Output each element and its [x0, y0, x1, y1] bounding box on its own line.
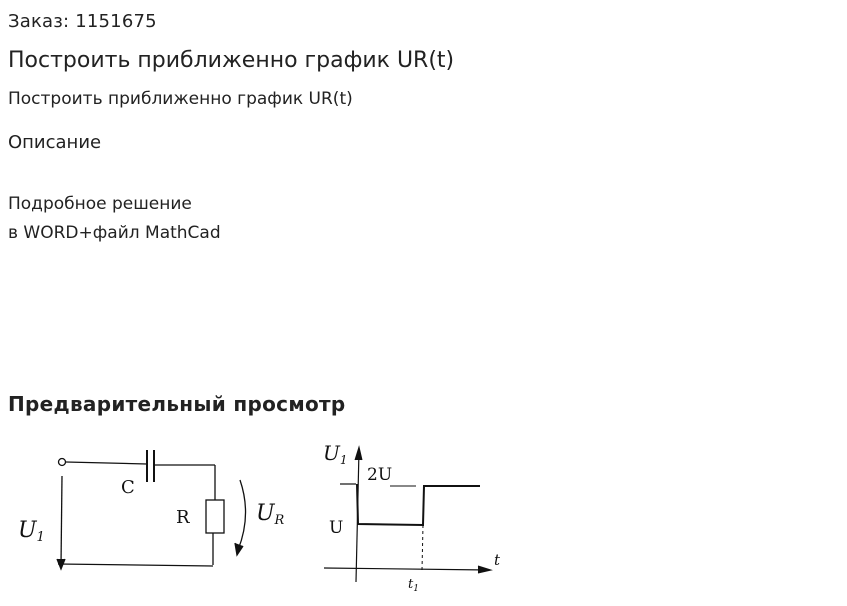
capacitor-label: C — [121, 477, 135, 498]
graph-level-low-label: U — [329, 518, 344, 538]
description-heading: Описание — [8, 132, 102, 153]
graph-t1-label: $t_1$ — [408, 577, 419, 594]
circuit-diagram — [57, 450, 246, 569]
output-arrow-head — [235, 543, 243, 555]
task-title: Построить приближенно график UR(t) — [8, 48, 455, 73]
input-terminal — [59, 459, 66, 466]
preview-figure — [0, 432, 520, 606]
circuit-labels — [18, 477, 285, 545]
output-voltage-arc — [238, 480, 246, 550]
graph-y-label: $U_1$ — [323, 441, 348, 467]
graph-labels — [323, 441, 501, 594]
order-number: Заказ: 1151675 — [8, 11, 157, 32]
description-line-2: в WORD+файл MathCad — [8, 223, 221, 243]
resistor-label: R — [176, 507, 190, 528]
waveform-line — [357, 484, 480, 525]
task-subtitle: Построить приближенно график UR(t) — [8, 89, 353, 109]
graph-level-high-label: 2U — [367, 465, 393, 485]
preview-heading: Предварительный просмотр — [8, 392, 346, 416]
input-voltage-label: U1 — [18, 518, 45, 545]
t1-marker — [422, 525, 423, 570]
graph-y-arrow — [355, 447, 362, 460]
resistor-body — [206, 500, 224, 533]
top-wire-left — [66, 462, 147, 464]
input-waveform-graph — [324, 447, 491, 582]
graph-x-label: t — [494, 551, 501, 569]
description-line-1: Подробное решение — [8, 194, 192, 214]
graph-x-arrow — [478, 566, 491, 573]
input-voltage-arrow — [61, 476, 62, 566]
output-voltage-label: UR — [256, 501, 285, 528]
bottom-wire — [58, 564, 213, 566]
graph-x-axis — [324, 568, 488, 570]
